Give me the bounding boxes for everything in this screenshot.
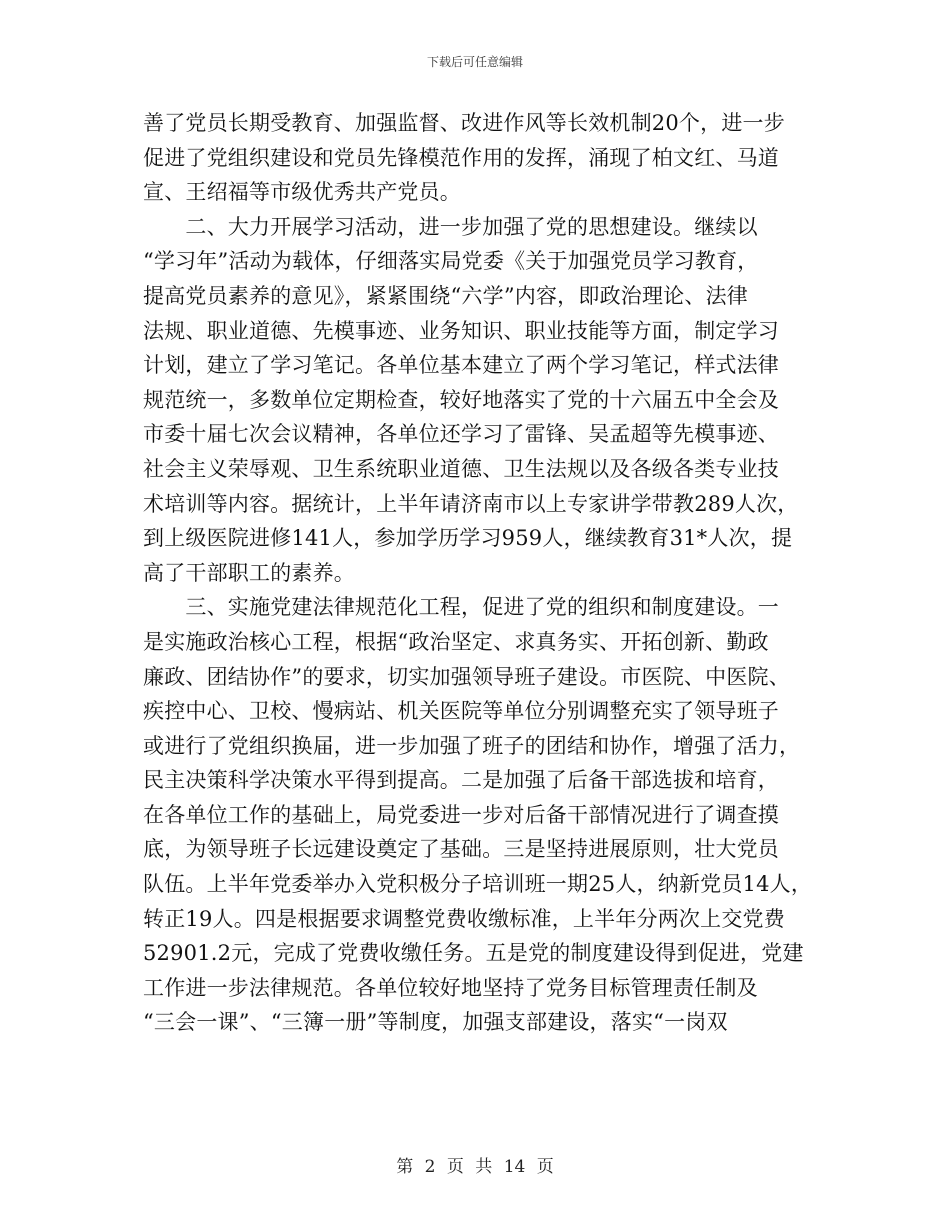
text-line: 规范统一，多数单位定期检查，较好地落实了党的十六届五中全会及	[143, 387, 779, 412]
text-line: 队伍。上半年党委举办入党积极分子培训班一期25人，纳新党员14人，	[143, 872, 813, 897]
text-line: 提高党员素养的意见》，紧紧围绕“六学”内容，即政治理论、法律	[143, 283, 748, 308]
text-line: 是实施政治核心工程，根据“政治坚定、求真务实、开拓创新、勤政	[143, 629, 769, 654]
text-line: 促进了党组织建设和党员先锋模范作用的发挥，涌现了柏文红、马道	[143, 145, 779, 170]
text-line: 法规、职业道德、先模事迹、业务知识、职业技能等方面，制定学习	[143, 318, 779, 343]
text-line: 转正19人。四是根据要求调整党费收缴标准，上半年分两次上交党费	[143, 906, 785, 931]
text-line: 市委十届七次会议精神，各单位还学习了雷锋、吴孟超等先模事迹、	[143, 422, 779, 447]
text-line: 到上级医院进修141人，参加学历学习959人，继续教育31*人次，提	[143, 526, 793, 551]
text-line: 在各单位工作的基础上，局党委进一步对后备干部情况进行了调查摸	[143, 802, 779, 827]
text-line: 善了党员长期受教育、加强监督、改进作风等长效机制20个，进一步	[143, 111, 785, 135]
text-line: 宣、王绍福等市级优秀共产党员。	[143, 180, 461, 205]
text-line: 廉政、团结协作”的要求，切实加强领导班子建设。市医院、中医院、	[143, 664, 790, 689]
text-line: 疾控中心、卫校、慢病站、机关医院等单位分别调整充实了领导班子	[143, 699, 779, 724]
document-body	[143, 106, 823, 1040]
text-line: 术培训等内容。据统计，上半年请济南市以上专家讲学带教289人次，	[143, 491, 799, 516]
header-note: 下载后可任意编辑	[426, 55, 523, 69]
text-line: 民主决策科学决策水平得到提高。二是加强了后备干部选拔和培育，	[143, 768, 779, 793]
text-line: 底，为领导班子长远建设奠定了基础。三是坚持进展原则，壮大党员	[143, 837, 779, 862]
page-number: 第 2 页 共 14 页	[396, 1157, 554, 1177]
text-line: 计划，建立了学习笔记。各单位基本建立了两个学习笔记，样式法律	[143, 353, 779, 378]
text-line: 三、实施党建法律规范化工程，促进了党的组织和制度建设。一	[143, 595, 779, 620]
text-line: 工作进一步法律规范。各单位较好地坚持了党务目标管理责任制及	[143, 975, 758, 1000]
text-line: “学习年”活动为载体，仔细落实局党委《关于加强党员学习教育，	[143, 249, 759, 274]
text-line: 52901.2元，完成了党费收缴任务。五是党的制度建设得到促进，党建	[143, 941, 804, 966]
text-line: 或进行了党组织换届，进一步加强了班子的团结和协作，增强了活力，	[143, 733, 801, 758]
text-line: “三会一课”、“三簿一册”等制度，加强支部建设，落实“一岗双	[143, 1010, 728, 1035]
text-line: 二、大力开展学习活动，进一步加强了党的思想建设。继续以	[143, 214, 758, 239]
text-line: 社会主义荣辱观、卫生系统职业道德、卫生法规以及各级各类专业技	[143, 456, 779, 481]
text-line: 高了干部职工的素养。	[143, 560, 355, 585]
